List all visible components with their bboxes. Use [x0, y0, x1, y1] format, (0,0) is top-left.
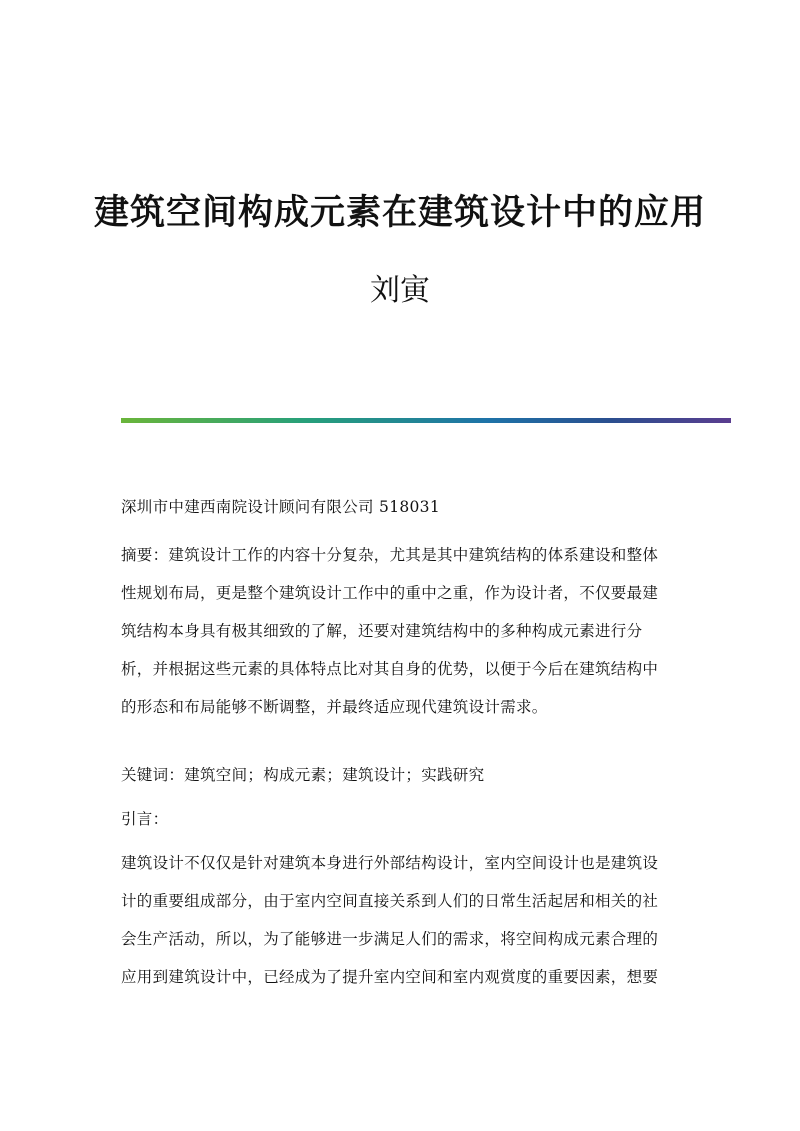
intro-line: 计的重要组成部分，由于室内空间直接关系到人们的日常生活起居和相关的社	[121, 892, 659, 910]
intro-line: 应用到建筑设计中，已经成为了提升室内空间和室内观赏度的重要因素，想要	[121, 968, 659, 986]
abstract	[121, 536, 671, 726]
abstract-line: 性规划布局，更是整个建筑设计工作中的重中之重，作为设计者，不仅要最建	[121, 584, 659, 602]
paper-title: 建筑空间构成元素在建筑设计中的应用	[93, 193, 706, 233]
keywords	[121, 756, 671, 794]
introduction	[121, 844, 671, 996]
intro-line: 会生产活动，所以，为了能够进一步满足人们的需求，将空间构成元素合理的	[121, 930, 659, 948]
intro-heading-text: 引言：	[121, 810, 169, 828]
author-name: 刘寅	[370, 273, 430, 308]
intro-heading	[121, 800, 671, 838]
abstract-line: 的形态和布局能够不断调整，并最终适应现代建筑设计需求。	[121, 698, 548, 716]
abstract-line: 筑结构本身具有极其细致的了解，还要对建筑结构中的多种构成元素进行分	[121, 622, 643, 640]
abstract-line: 析，并根据这些元素的具体特点比对其自身的优势，以便于今后在建筑结构中	[121, 660, 659, 678]
title-divider	[121, 418, 731, 423]
abstract-line: 摘要：建筑设计工作的内容十分复杂，尤其是其中建筑结构的体系建设和整体	[121, 546, 659, 564]
affiliation-line: 深圳市中建西南院设计顾问有限公司 518031	[121, 498, 440, 516]
keywords-line: 关键词：建筑空间；构成元素；建筑设计；实践研究	[121, 766, 485, 784]
affiliation	[121, 488, 671, 526]
intro-line: 建筑设计不仅仅是针对建筑本身进行外部结构设计，室内空间设计也是建筑设	[121, 854, 659, 872]
